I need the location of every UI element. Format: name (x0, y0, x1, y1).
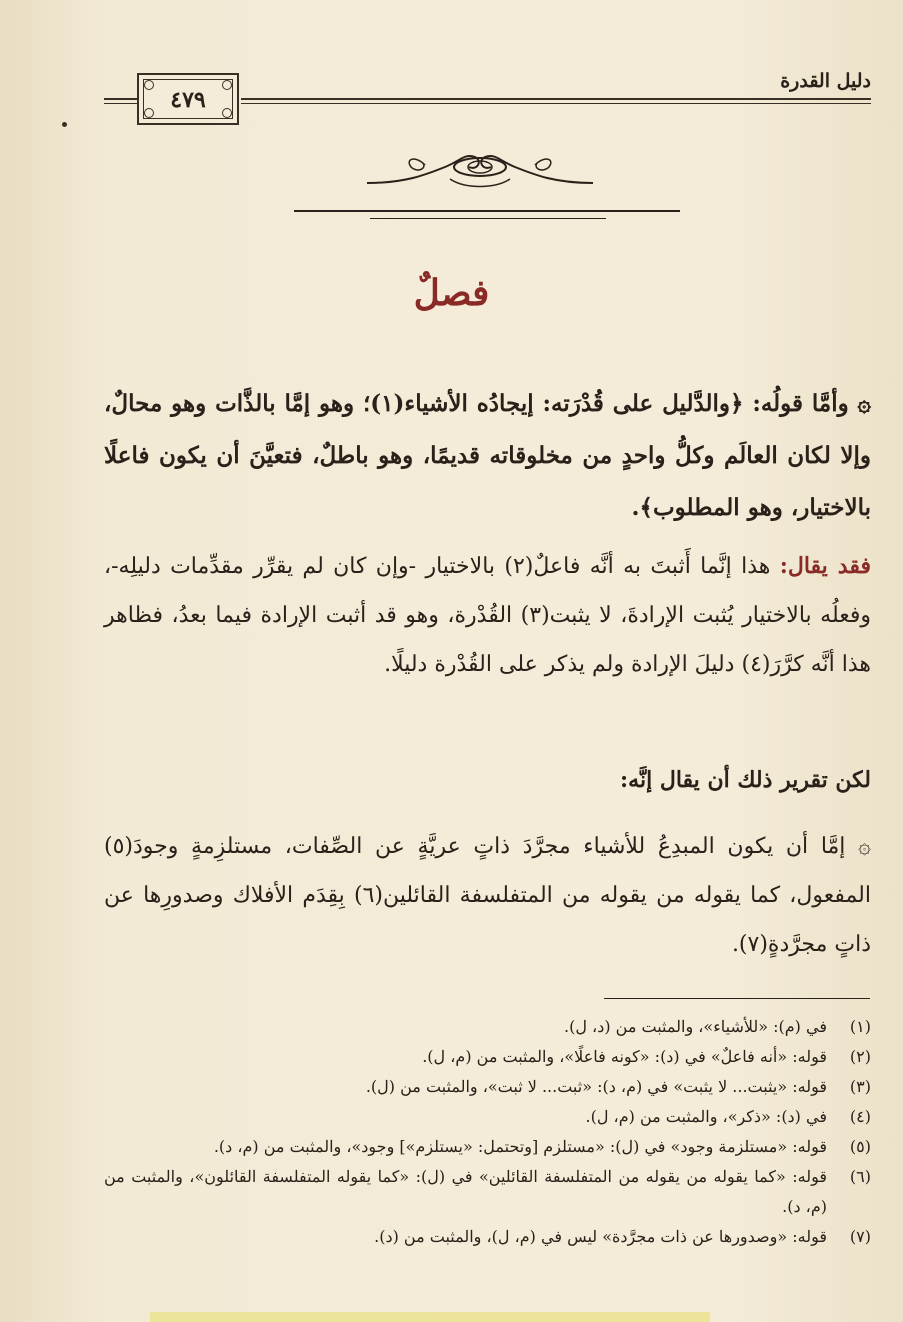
footnote-text: قوله: «وصدورها عن ذات مجرَّدة» ليس في (م، ل)، والمثبت من (د). (374, 1227, 827, 1246)
paragraph-lead: فقد يقال: (779, 553, 871, 579)
footnote-text: قوله: «يثبت... لا يثبت» في (م، د): «ثبت... لا ثبت»، والمثبت من (ل). (365, 1077, 827, 1096)
footnote-number: (٤) (849, 1107, 871, 1126)
footnote-number: (٧) (849, 1227, 871, 1246)
ink-dot (62, 122, 67, 127)
paragraph-lead: لكن تقرير ذلك أن يقال إنَّه: (620, 767, 871, 793)
footnote-text: قوله: «أنه فاعلٌ» في (د): «كونه فاعلًا»، والمثبت من (م، ل). (422, 1047, 827, 1066)
section-title: فصلٌ (413, 272, 490, 314)
paragraph-text: ۞ إمَّا أن يكون المبدِعُ للأشياء مجرَّدَ ذاتٍ عريَّةٍ عن الصِّفات، مستلزِمةٍ وجودَ(٥) المفعول، كما يقوله من يقوله من المتفلسفة القائلين(٦) بِقِدَم الأفلاك وصدورِها عن ذاتٍ مجرَّدةٍ(٧). (104, 834, 871, 957)
header-rule-bottom (241, 103, 871, 104)
argument-intro (104, 756, 871, 805)
footnote-number: (١) (849, 1017, 871, 1036)
ornament-rule-long (294, 210, 680, 212)
header-rule-top (241, 98, 871, 100)
footnote (104, 1162, 871, 1222)
objection-paragraph (104, 542, 871, 689)
footnotes (104, 1012, 871, 1252)
footnote (104, 1222, 871, 1252)
footnote-number: (٢) (849, 1047, 871, 1066)
footnote (104, 1072, 871, 1102)
quoted-statement (104, 378, 871, 534)
paragraph-text: ۞ وأمَّا قولُه: ﴿والدَّليل على قُدْرَته: إيجادُه الأشياء(١)؛ وهو إمَّا بالذَّات وهو محالٌ، وإلا لكان العالَم وكلُّ واحدٍ من مخلوقاته قديمًا، وهو باطلٌ، فتعيَّنَ أن يكون فاعلًا بالاختيار، وهو المطلوب﴾. (104, 390, 871, 521)
footnote-number: (٦) (849, 1167, 871, 1186)
footnote-text: قوله: «مستلزمة وجود» في (ل): «مستلزم [وتحتمل: «يستلزم»] وجود»، والمثبت من (م، د). (213, 1137, 827, 1156)
footnote-text: في (م): «للأشياء»، والمثبت من (د، ل). (564, 1017, 827, 1036)
footnote-separator (604, 998, 870, 999)
paragraph-text: هذا إنَّما أَثبتَ به أنَّه فاعلٌ(٢) بالاختيار -وإن كان لم يقرِّر مقدِّمات دليلِه-، وفعلُه بالاختيار يُثبت الإرادةَ، لا يثبت(٣) القُدْرة، وهو قد أثبت الإرادة فيما بعدُ، فظاهر هذا أنَّه كرَّرَ(٤) دليلَ الإرادة ولم يذكر على القُدْرة دليلًا. (104, 554, 871, 677)
footnote (104, 1102, 871, 1132)
page-number-frame (137, 73, 239, 125)
footnote-number: (٣) (849, 1077, 871, 1096)
footnote-text: قوله: «كما يقوله من يقوله من المتفلسفة القائلين» في (ل): «كما يقوله المتفلسفة القائلون»، والمثبت من (م، د). (104, 1167, 827, 1216)
footnote (104, 1132, 871, 1162)
footnote (104, 1042, 871, 1072)
ornament-rule-short (370, 218, 606, 219)
scan-watermark-band (150, 1312, 710, 1322)
footnote (104, 1012, 871, 1042)
flourish-ornament (365, 145, 595, 195)
footnote-text: في (د): «ذكر»، والمثبت من (م، ل). (585, 1107, 827, 1126)
argument-paragraph (104, 822, 871, 969)
page-number: ٤٧٩ (170, 87, 206, 113)
header-rule-left-top (104, 98, 137, 100)
running-title: دليل القدرة (780, 70, 871, 92)
footnote-number: (٥) (849, 1137, 871, 1156)
header-rule-left-bottom (104, 103, 137, 104)
